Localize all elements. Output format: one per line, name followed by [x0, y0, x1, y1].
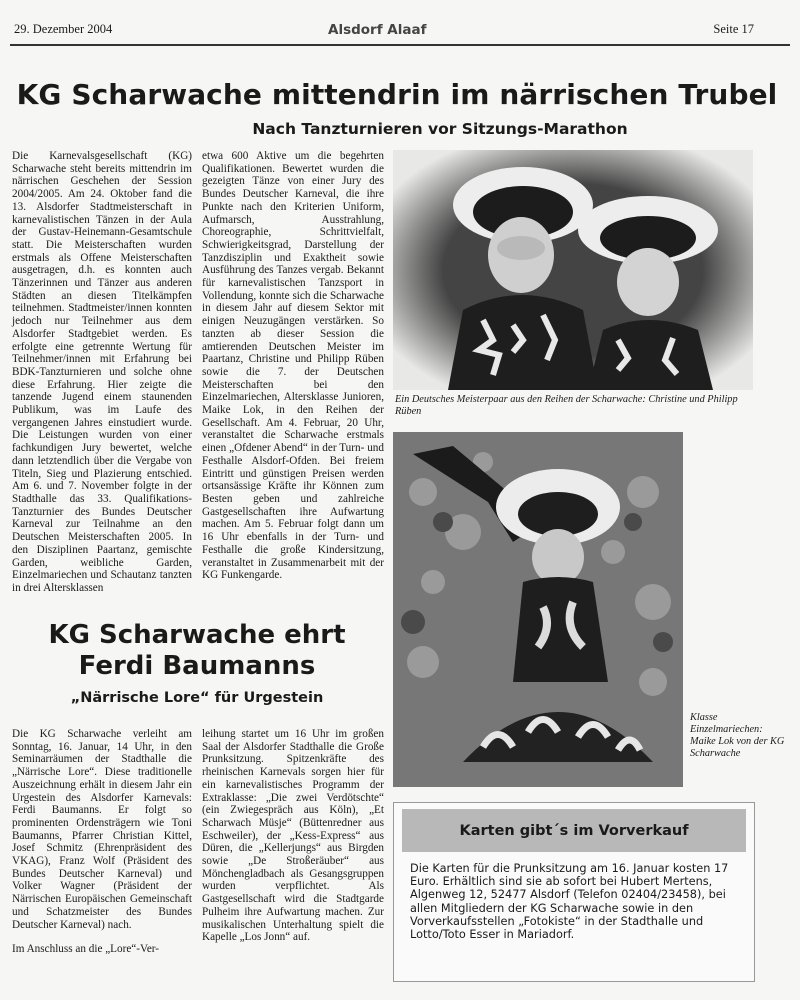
article2-text-1a: Die KG Scharwache verleiht am Sonntag, 16. Januar, 14 Uhr, in den Seminarräumen der Stadthalle die „Närrische Lore“. Diese traditionelle Auszeichnung erhält in diesem Jahr ein Urgestein des Alsdorfer Karnevals: Ferdi Baumanns. Er folgt so prominenten Ordensträgern wie Toni Baumanns, Pfarrer Christian Kittel, Josef Schmitz (Ehrenpräsident des VKAG), Franz Wolf (Präsident des Bundes Deutscher Karneval) und Volker Wagner (Präsident der Närrischen Europäischen Gemeinschaft und Schatzmeister des Bundes Deutscher Karneval) nach. — [12, 728, 192, 931]
article2-title: KG Scharwache ehrt Ferdi Baumanns — [48, 620, 346, 681]
article2-text-1b: Im Anschluss an die „Lore“-Ver- — [12, 943, 160, 956]
article2-text-2: leihung startet um 16 Uhr im großen Saal der Alsdorfer Stadthalle die Große Prunksitzung. Spitzenkräfte des rheinischen Karnevals sorgen hier für ein karnevalistisches Programm der Extraklasse: „Die zwei Verdötschte“ (ein Zwiegespräch aus Köln), „Et Scharwach Müsje“ (Büttenredner aus Eschweiler), der „Kess-Express“ aus Düren, die „Kellerjungs“ aus Birgden sowie „De Stroßeräuber“ aus Mönchengladbach als Gesangsgruppen wurden verpflichtet. Als Gastgesellschaft wird die Stadtgarde Pulheim ihre Aufwartung machen. Zur musikalischen Unterhaltung spielt die Kapelle „Los Jonn“ auf. — [202, 728, 384, 944]
issue-date: 29. Dezember 2004 — [14, 22, 113, 36]
newspaper-name: Alsdorf Alaaf — [328, 22, 427, 38]
photo-caption-dancer: Klasse Einzelmariechen: Maike Lok von der KG Scharwache — [690, 712, 785, 759]
photo-dance-couple — [393, 150, 753, 390]
dance-couple-image — [393, 150, 753, 390]
ticket-info-box — [393, 802, 755, 982]
page-number: Seite 17 — [713, 22, 754, 36]
article2-subtitle: „Närrische Lore“ für Urgestein — [70, 690, 324, 706]
article1-column-2 — [202, 150, 384, 610]
header-divider — [10, 44, 790, 46]
ticket-box-text: Die Karten für die Prunksitzung am 16. Januar kosten 17 Euro. Erhältlich sind sie ab sofort bei Hubert Mertens, Algenweg 12, 52477 Alsdorf (Telefon 02404/23458), bei allen Mitgliedern der KG Scharwache sowie in den Vorverkaufsstellen „Fotokiste“ in der Stadthalle und Lotto/Toto Esser in Mariadorf. — [410, 862, 729, 942]
article1-column-1 — [12, 150, 192, 610]
article1-text-2: etwa 600 Aktive um die begehrten Qualifikationen. Bewertet wurden die gezeigten Tänze von einer Jury des Bundes Deutscher Karneval, die ihre Punkte nach den Kriterien Uniform, Aufmarsch, Ausstrahlung, Choreographie, Schrittvielfalt, Schwierigkeitsgrad, Darstellung der Tanzdisziplin und Exaktheit sowie Ausführung des Tanzes vergab. Bekannt für karnevalistischen Tanzsport in Vollendung, konnte sich die Scharwache in diesem Jahr auf diesem Sektor mit einigen Neuzugängen verstärken. So tanzten ab dieser Session die amtierenden Deutschen Meister im Paartanz, Christine und Philipp Rüben sowie die 7. der Deutschen Meisterschaften bei den Einzelmariechen, Altersklasse Junioren, Maike Lok, in den Reihen der Gesellschaft. Am 4. Februar, 20 Uhr, veranstaltet die Scharwache erstmals einen „Ofdener Abend“ in der Turn- und Festhalle Alsdorf-Ofden. Bei freiem Eintritt und günstigen Preisen werden ortsansässige Kräfte ihr Können zum Besten geben und zahlreiche Gastgesellschaften ihre Aufwartung machen. Am 5. Februar folgt dann um 16 Uhr ebenfalls in der Turn- und Festhalle die große Kindersitzung, veranstaltet in Zusammenarbeit mit der KG Funkengarde. — [202, 150, 384, 582]
article1-title: KG Scharwache mittendrin im närrischen Trubel — [16, 78, 778, 111]
article1-subtitle: Nach Tanzturnieren vor Sitzungs-Marathon — [252, 120, 628, 138]
article2-column-1 — [12, 728, 192, 993]
article1-text-1: Die Karnevalsgesellschaft (KG) Scharwache steht bereits mittendrin im närrischen Geschehen der Session 2004/2005. Am 24. Oktober fand die 13. Alsdorfer Stadtmeisterschaft in karnevalistischen Tänzen in der Aula der Gustav-Heinemann-Gesamtschule statt. Die Meisterschaften wurden erstmals als Offene Meisterschaften ausgetragen, d.h. es konnten auch Tänzerinnen und Tänzer aus anderen Städten an diesen Titelkämpfen teilnehmen. Stadtmeister/innen konnten jedoch nur Teilnehmer aus dem Alsdorfer Stadtgebiet werden. Es erfolgte eine getrennte Wertung für Teilnehmer/innen mit Erfahrung bei BDK-Tanzturnieren und solche ohne diese Erfahrung. Hier zeigte die tanzende Jugend einem staunenden Publikum, was im Laufe des vergangenen Jahres einstudiert wurde. Die Leistungen wurden von einer fachkundigen Jury bewertet, welche dann letztendlich über die Vergabe von Titeln, Sieg und Plazierung entschied. Am 6. und 7. November folgte in der Stadthalle das 33. Qualifikations-Tanzturnier des Bundes Deutscher Karneval zur Teilnahme an den Deutschen Meisterschaften 2005. In den Disziplinen Paartanz, gemischte Garden, weibliche Garden, Einzelmariechen und Schautanz tanzten in drei Altersklassen — [12, 150, 192, 594]
photo-caption-couple: Ein Deutsches Meisterpaar aus den Reihen der Scharwache: Christine und Philipp Rüben — [395, 394, 738, 417]
photo-single-dancer — [393, 432, 683, 787]
ticket-box-title: Karten gibt´s im Vorverkauf — [402, 809, 746, 852]
article2-column-2 — [202, 728, 384, 993]
single-dancer-image — [393, 432, 683, 787]
